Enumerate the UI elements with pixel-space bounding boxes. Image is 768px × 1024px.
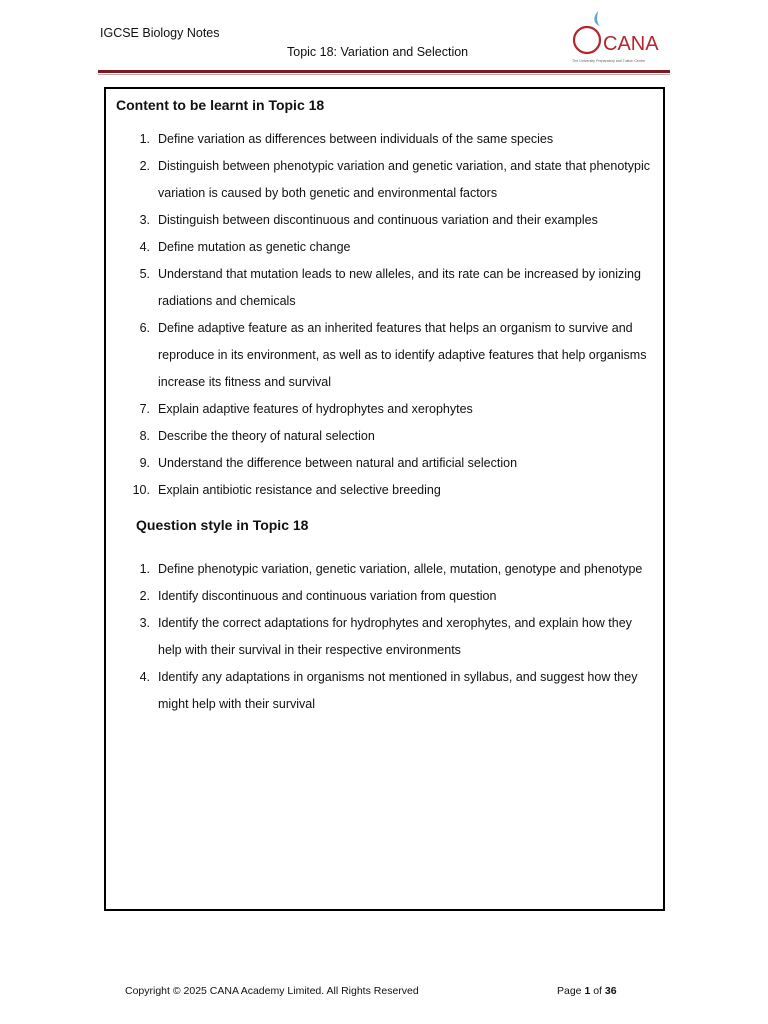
content-item-number: 5. (139, 267, 150, 281)
header-course-title: IGCSE Biology Notes (100, 26, 220, 40)
content-item-number: 4. (139, 240, 150, 254)
content-item (106, 261, 661, 315)
content-item (106, 207, 661, 234)
content-item-text: Explain adaptive features of hydrophytes and xerophytes (158, 402, 473, 416)
content-item (106, 450, 661, 477)
content-item-text: Understand the difference between natural and artificial selection (158, 456, 518, 470)
footer-page-number (557, 985, 617, 997)
question-item-number: 2. (139, 589, 150, 603)
content-item-text: Define adaptive feature as an inherited features that helps an organism to survive and reproduce in its environment, as well as to identify adaptive features that help organisms increase its fitness and survival (158, 321, 647, 389)
question-item (106, 610, 661, 664)
header-topic-title: Topic 18: Variation and Selection (287, 45, 469, 59)
content-item (106, 396, 661, 423)
question-list (106, 556, 661, 718)
content-item-number: 6. (139, 321, 150, 335)
question-item-text: Define phenotypic variation, genetic variation, allele, mutation, genotype and phenotype (158, 562, 643, 576)
page-label: Page (557, 985, 582, 997)
content-item-text: Understand that mutation leads to new alleles, and its rate can be increased by ionizing radiations and chemicals (158, 267, 641, 308)
content-item (106, 477, 661, 504)
content-item-number: 9. (139, 456, 150, 470)
header-rule (98, 70, 670, 73)
question-item (106, 583, 661, 610)
content-item (106, 423, 661, 450)
question-item-text: Identify discontinuous and continuous variation from question (158, 589, 497, 603)
content-item-number: 3. (139, 213, 150, 227)
content-section-title: Content to be learnt in Topic 18 (116, 97, 325, 113)
content-item (106, 153, 661, 207)
content-item-text: Define mutation as genetic change (158, 240, 351, 254)
page-total: 36 (604, 985, 617, 997)
svg-text:CANA: CANA (603, 33, 659, 55)
svg-text:The University Preparatory and: The University Preparatory and Tuition Centre (572, 59, 646, 63)
content-item-text: Describe the theory of natural selection (158, 429, 375, 443)
header-rule-thin (98, 74, 670, 75)
content-item-number: 2. (139, 159, 150, 173)
page-of: of (593, 985, 602, 997)
content-item-number: 7. (139, 402, 150, 416)
content-item-text: Distinguish between phenotypic variation and genetic variation, and state that phenotypic variation is caused by both genetic and environmental factors (158, 159, 650, 200)
question-item-number: 3. (139, 616, 150, 630)
content-item (106, 126, 661, 153)
content-item-number: 8. (139, 429, 150, 443)
content-item-text: Distinguish between discontinuous and continuous variation and their examples (158, 213, 598, 227)
content-item-text: Define variation as differences between individuals of the same species (158, 132, 554, 146)
content-item-text: Explain antibiotic resistance and selective breeding (158, 483, 441, 497)
content-item-number: 10. (132, 483, 150, 497)
question-item (106, 556, 661, 583)
content-item (106, 234, 661, 261)
page-current: 1 (584, 985, 591, 997)
question-section-title: Question style in Topic 18 (136, 517, 309, 533)
content-list (106, 126, 661, 504)
footer-copyright: Copyright © 2025 CANA Academy Limited. All Rights Reserved (125, 985, 419, 997)
content-item-number: 1. (139, 132, 150, 146)
question-item-number: 1. (139, 562, 150, 576)
cana-logo (570, 8, 662, 64)
content-item (106, 315, 661, 396)
question-item (106, 664, 661, 718)
question-item-text: Identify any adaptations in organisms not mentioned in syllabus, and suggest how they might help with their survival (158, 670, 638, 711)
question-item-number: 4. (139, 670, 150, 684)
question-item-text: Identify the correct adaptations for hydrophytes and xerophytes, and explain how they help with their survival in their respective environments (158, 616, 632, 657)
content-box (104, 87, 665, 911)
